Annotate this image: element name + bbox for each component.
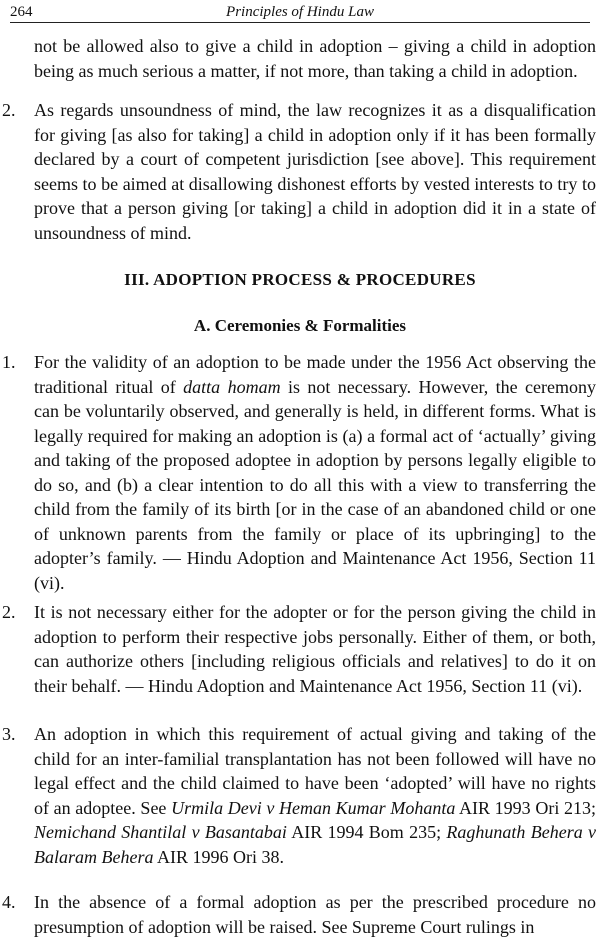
- list-number: 4.: [2, 892, 16, 912]
- list-text: For the validity of an adoption to be made under the 1956 Act observing the traditional ritual of datta homam is not necessary. However, the ceremony can be voluntarily observed, and generally is held, in different forms. What is legally required for making an adoption is (a) a formal act of ‘actually’ giving and taking of the proposed adoptee in adoption by persons legally eligible to do so, and (b) a clear intention to do all this with a view to transferring the child from the family of its birth [or in the case of an abandoned child or one of unknown parents from the family or place of its upbringing] to the adopter’s family. — Hindu Adoption and Maintenance Act 1956, Section 11 (vi).: [34, 352, 596, 593]
- list-text: It is not necessary either for the adopter or for the person giving the child in adoption to perform their respective jobs personally. Either of them, or both, can authorize others [including religious officials and relatives] to do it on their behalf. — Hindu Adoption and Maintenance Act 1956, Section 11 (vi).: [34, 602, 596, 696]
- section-heading: III. ADOPTION PROCESS & PROCEDURES: [124, 270, 476, 289]
- list-number: 2.: [2, 100, 16, 120]
- list-text: In the absence of a formal adoption as per the prescribed procedure no presumption of adoption will be raised. See Supreme Court rulings in: [34, 892, 596, 937]
- case-citation: Nemichand Shantilal v Basantabai: [34, 822, 287, 842]
- case-citation: Raghunath Behera v Balaram Behera: [34, 822, 596, 867]
- case-citation: Urmila Devi v Heman Kumar Mohanta: [171, 797, 456, 818]
- running-title: Principles of Hindu Law: [226, 4, 374, 20]
- sub-heading: A. Ceremonies & Formalities: [193, 316, 407, 335]
- term-italic: datta homam: [183, 376, 281, 397]
- list-number: 3.: [2, 724, 16, 744]
- page-number: 264: [10, 4, 33, 20]
- list-number: 1.: [2, 352, 16, 372]
- list-text: An adoption in which this requirement of actual giving and taking of the child for an inter-familial transplantation has not been followed will have no legal effect and the child claimed to have been ‘adopted’ will have no rights of an adoptee. See Urmila Devi v Heman Kumar Mohanta AIR 1993 Ori 213; Nemichand Shantilal v Basantabai AIR 1994 Bom 235; Raghunath Behera v Balaram Behera AIR 1996 Ori 38.: [34, 724, 596, 867]
- list-number: 2.: [2, 602, 16, 622]
- list-text: As regards unsoundness of mind, the law recognizes it as a disqualification for giving [as also for taking] a child in adoption only if it has been formally declared by a court of competent jurisdiction [see above]. This requirement seems to be aimed at disallowing dishonest efforts by vested interests to try to prove that a person giving [or taking] a child in adoption did it in a state of unsoundness of mind.: [34, 100, 596, 243]
- running-header: [10, 2, 590, 23]
- continuation-paragraph: not be allowed also to give a child in adoption – giving a child in adoption being as much serious a matter, if not more, than taking a child in adoption.: [34, 36, 596, 81]
